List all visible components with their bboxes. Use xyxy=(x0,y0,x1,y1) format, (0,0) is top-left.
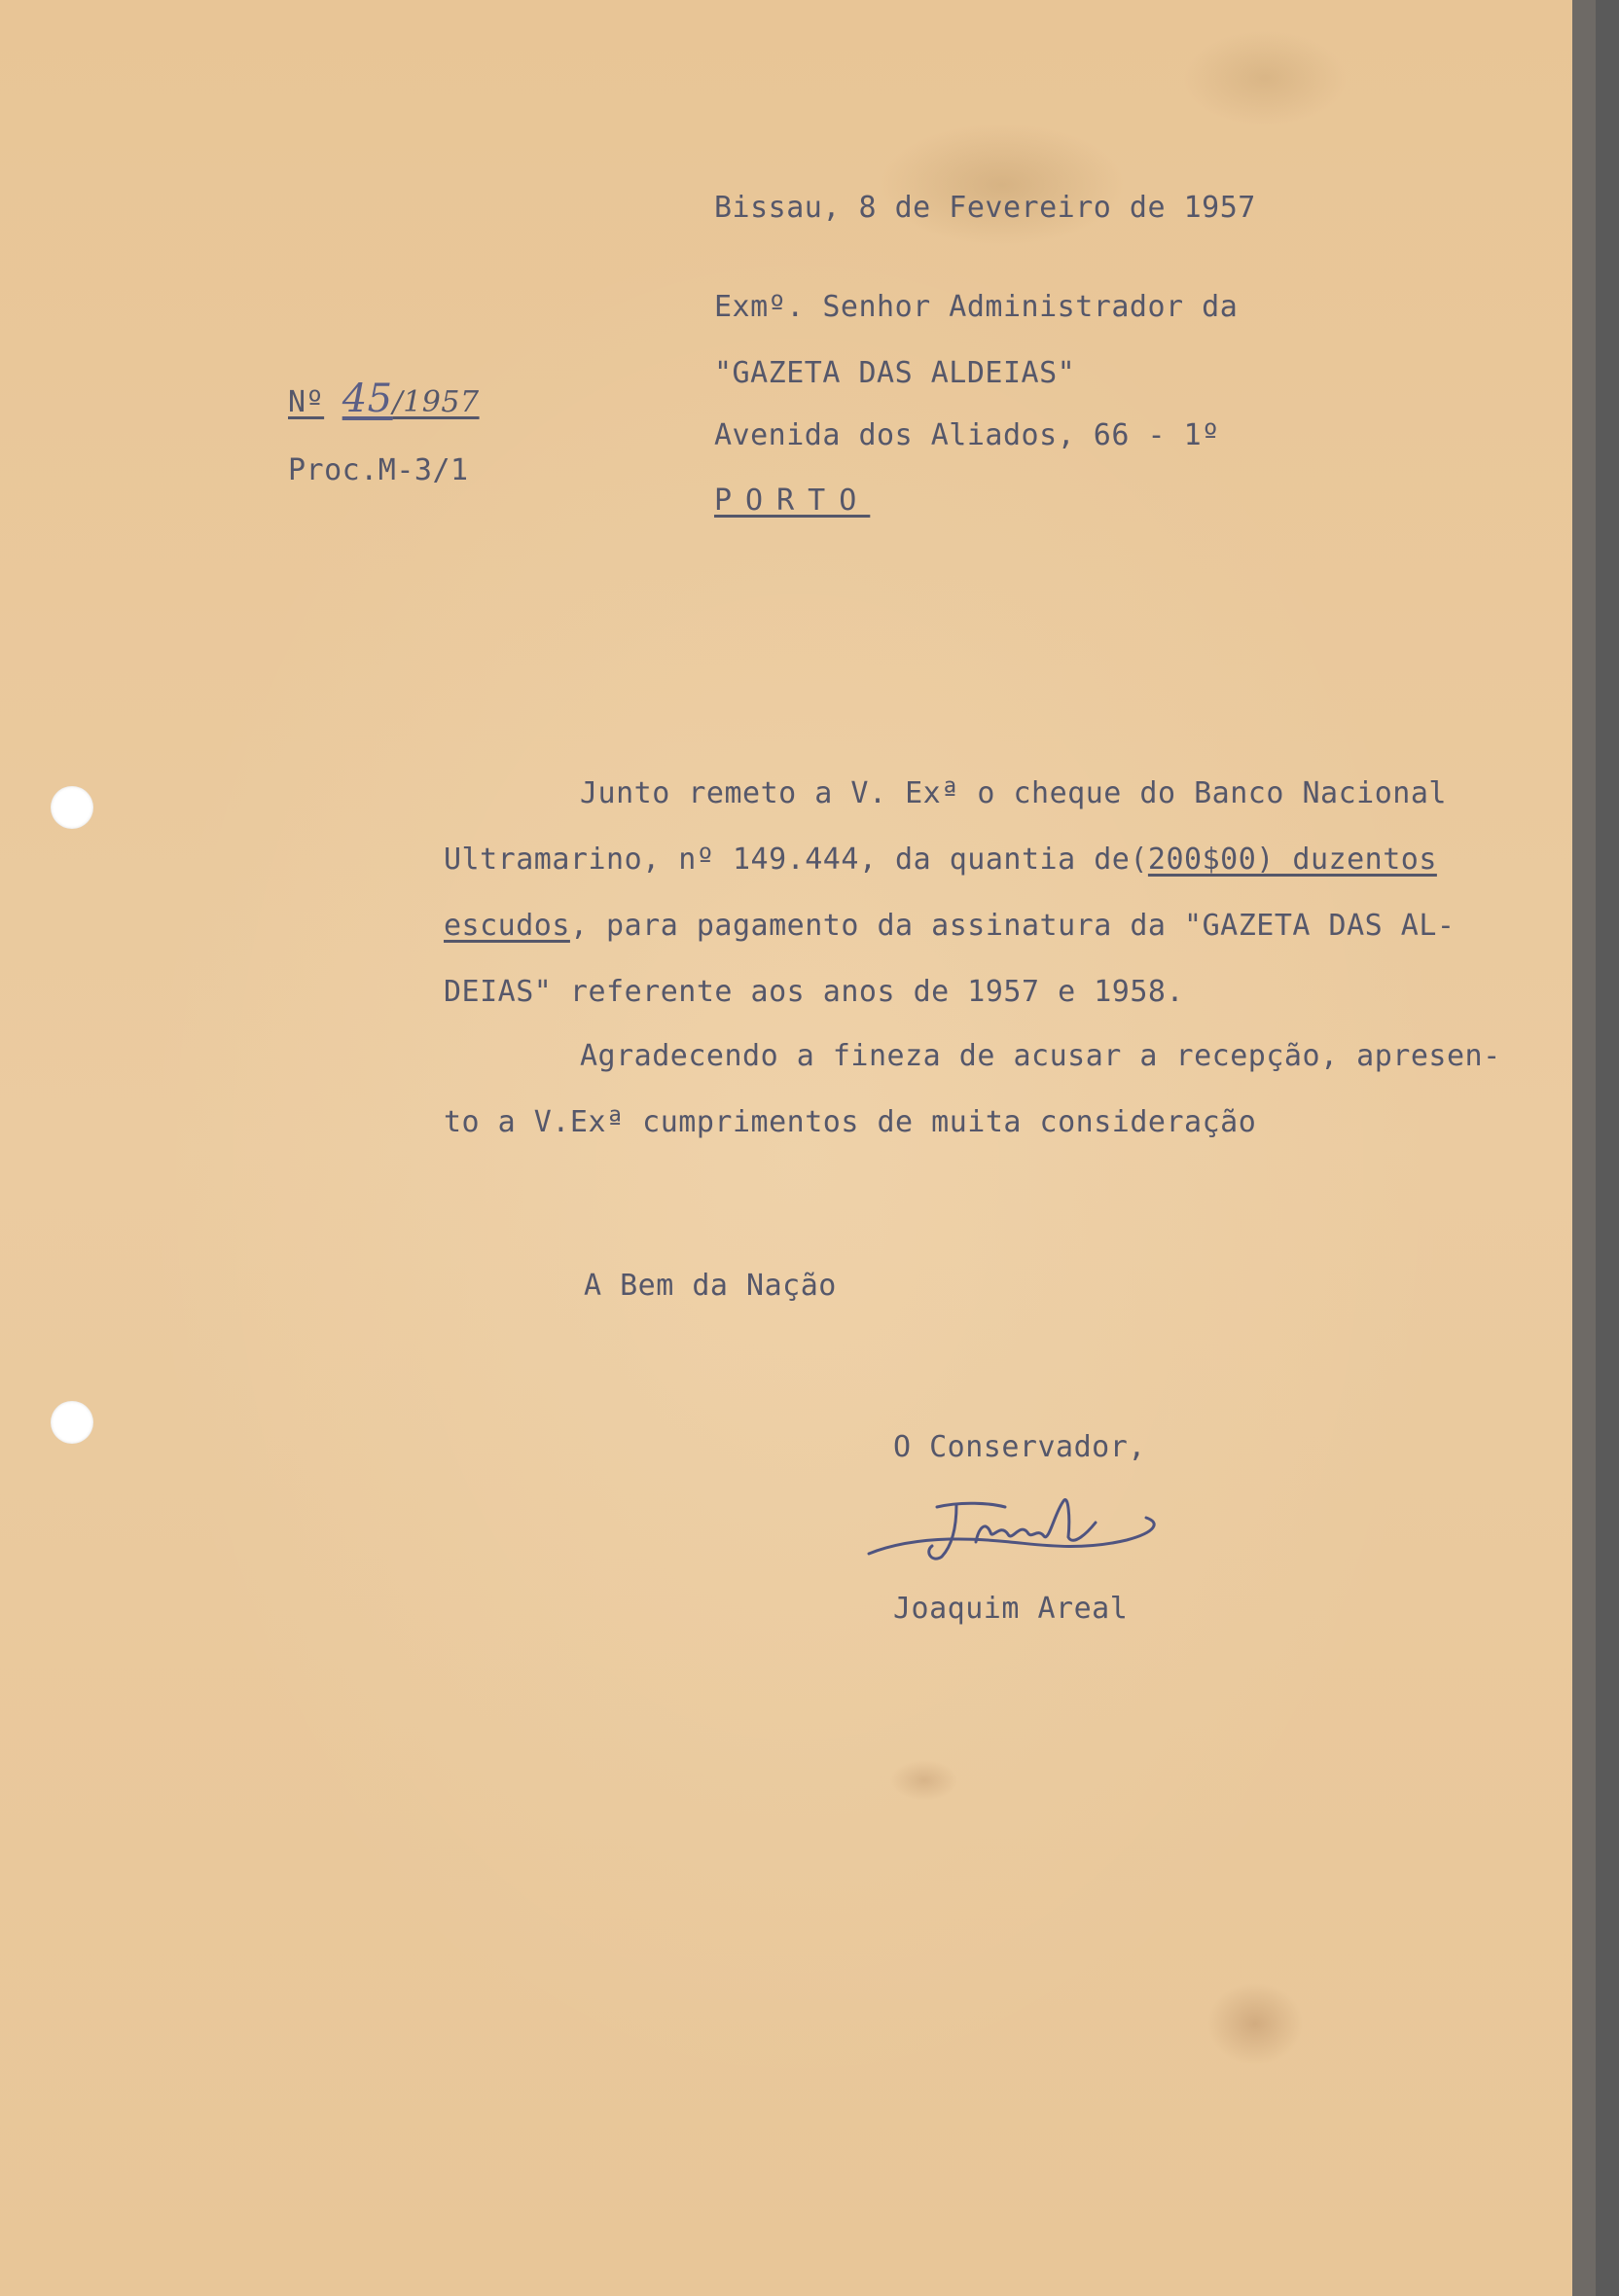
place-date: Bissau, 8 de Fevereiro de 1957 xyxy=(714,191,1256,225)
handwritten-signature xyxy=(864,1493,1166,1571)
body-p1-line-2 xyxy=(444,843,1437,878)
body-p2-line-2: to a V.Exª cumprimentos de muita consideração xyxy=(444,1105,1257,1139)
punch-hole-bottom xyxy=(51,1401,93,1444)
reference-number xyxy=(288,377,480,421)
recipient-line-1: Exmº. Senhor Administrador da xyxy=(714,290,1239,324)
recipient-city: PORTO xyxy=(714,484,871,518)
body-p2-line-1: Agradecendo a fineza de acusar a recepção, apresen- xyxy=(580,1039,1501,1073)
signature-text: JAreal xyxy=(864,1493,868,1494)
body-p1-line-2-a: Ultramarino, nº 149.444, da quantia de( xyxy=(444,843,1148,877)
reference-number-prefix: Nº xyxy=(288,385,325,419)
recipient-line-2: "GAZETA DAS ALDEIAS" xyxy=(714,356,1076,390)
reference-number-year: /1957 xyxy=(392,385,480,419)
body-p1-escudos: escudos xyxy=(444,909,570,943)
body-p1-amount: 200$00) duzentos xyxy=(1147,843,1437,877)
body-p1-line-3 xyxy=(444,909,1455,944)
reference-number-handwritten: 45 xyxy=(342,377,393,421)
body-p1-line-1: Junto remeto a V. Exª o cheque do Banco Nacional xyxy=(580,776,1447,810)
salutation: A Bem da Nação xyxy=(584,1269,837,1303)
signature-name: Joaquim Areal xyxy=(893,1592,1129,1626)
reference-process: Proc.M-3/1 xyxy=(288,453,469,487)
punch-hole-top xyxy=(51,786,93,829)
body-p1-line-3-b: , para pagamento da assinatura da "GAZETA DAS AL- xyxy=(569,909,1456,943)
closing-title: O Conservador, xyxy=(893,1430,1146,1464)
page-edge-shadow xyxy=(1572,0,1596,2296)
recipient-line-3: Avenida dos Aliados, 66 - 1º xyxy=(714,418,1220,452)
body-p1-line-4: DEIAS" referente aos anos de 1957 e 1958. xyxy=(444,975,1185,1009)
